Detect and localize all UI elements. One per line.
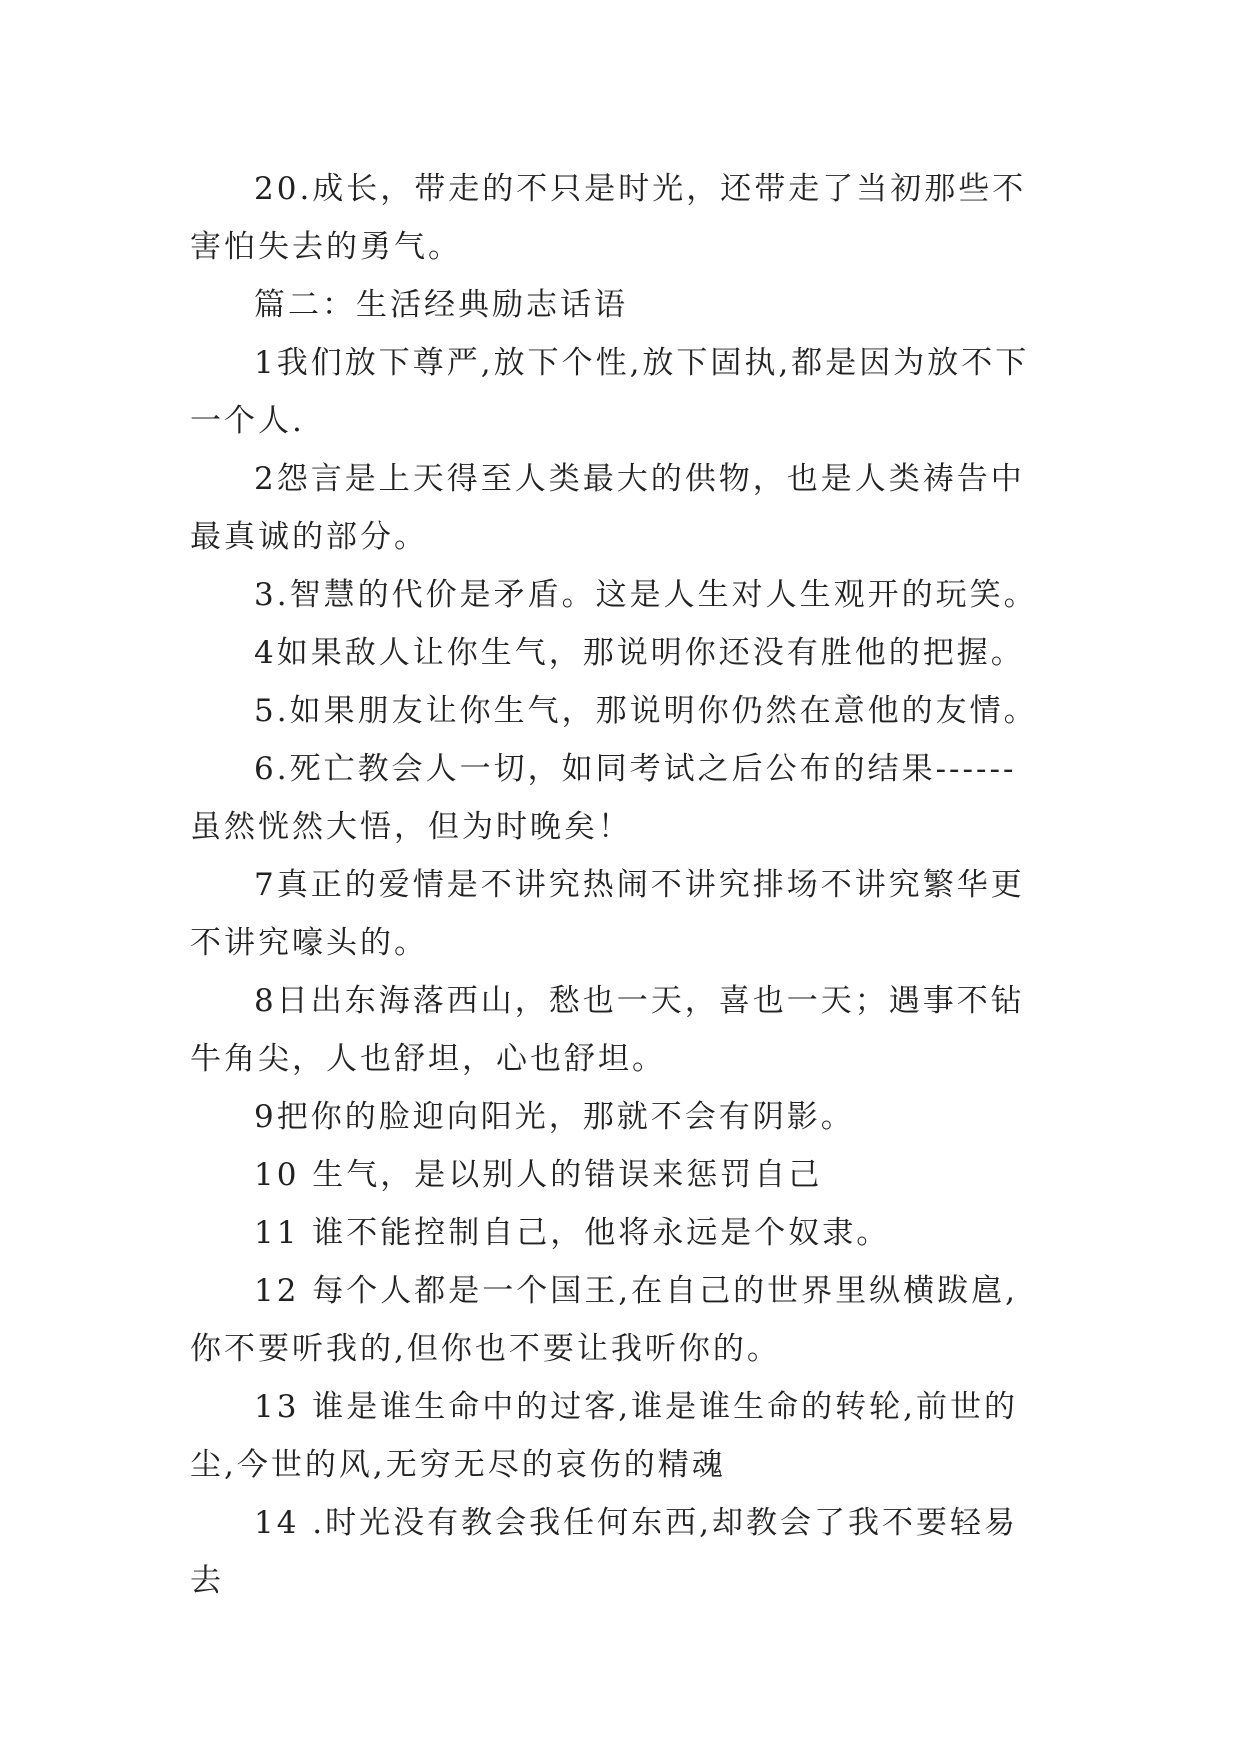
- paragraph-14: 14 .时光没有教会我任何东西,却教会了我不要轻易去: [190, 1505, 1019, 1599]
- document-body: [190, 160, 1050, 1610]
- section-heading: 篇二：生活经典励志话语: [254, 287, 628, 323]
- paragraph-13: 13 谁是谁生命中的过客,谁是谁生命的转轮,前世的尘,今世的风,无穷无尽的哀伤的精魂: [190, 1389, 1019, 1483]
- paragraph-6: 6.死亡教会人一切，如同考试之后公布的结果------虽然恍然大悟，但为时晚矣！: [190, 751, 1017, 845]
- paragraph-11: 11 谁不能控制自己，他将永远是个奴隶。: [254, 1215, 891, 1251]
- paragraph-2: 2怨言是上天得至人类最大的供物，也是人类祷告中最真诚的部分。: [190, 461, 1025, 555]
- paragraph-7: 7真正的爱情是不讲究热闹不讲究排场不讲究繁华更不讲究嚎头的。: [190, 867, 1025, 961]
- paragraph-8: 8日出东海落西山，愁也一天，喜也一天；遇事不钻牛角尖，人也舒坦，心也舒坦。: [190, 983, 1025, 1077]
- paragraph-12: 12 每个人都是一个国王,在自己的世界里纵横跋扈,你不要听我的,但你也不要让我听你的。: [190, 1273, 1019, 1367]
- paragraph-10: 10 生气，是以别人的错误来惩罚自己: [254, 1157, 823, 1193]
- paragraph-3: 3.智慧的代价是矛盾。这是人生对人生观开的玩笑。: [254, 577, 1038, 613]
- paragraph-9: 9把你的脸迎向阳光，那就不会有阴影。: [254, 1099, 855, 1135]
- paragraph-1: 1我们放下尊严,放下个性,放下固执,都是因为放不下一个人.: [190, 345, 1030, 439]
- paragraph-5: 5.如果朋友让你生气，那说明你仍然在意他的友情。: [254, 693, 1038, 729]
- paragraph-20: 20.成长，带走的不只是时光，还带走了当初那些不害怕失去的勇气。: [190, 171, 1027, 265]
- paragraph-4: 4如果敌人让你生气，那说明你还没有胜他的把握。: [254, 635, 1025, 671]
